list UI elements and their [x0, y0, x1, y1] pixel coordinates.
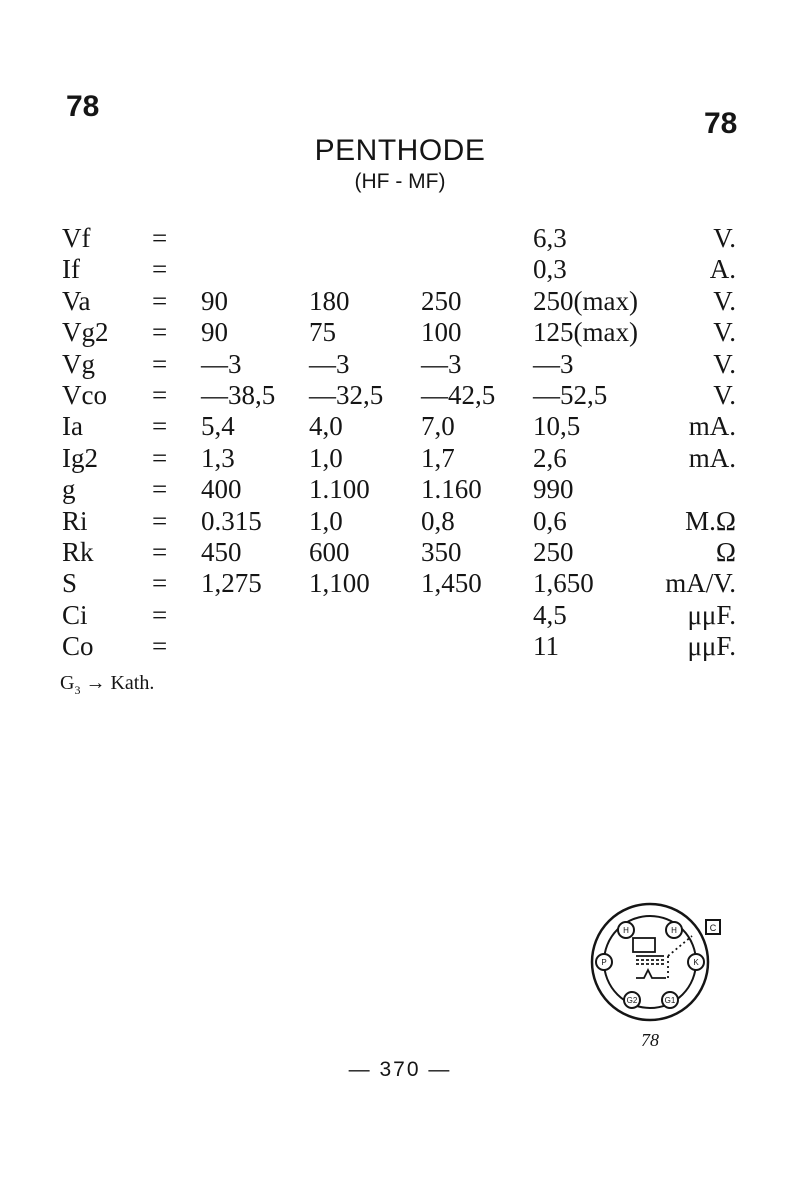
note-grid-subscript: 3	[74, 683, 81, 697]
note-text: Kath.	[110, 672, 155, 694]
tube-type-subtitle: (HF - MF)	[354, 170, 446, 193]
socket-pin-label: P	[601, 958, 607, 967]
param-unit: V.	[713, 348, 736, 379]
param-sym: Ri	[62, 505, 88, 536]
param-unit: V.	[713, 223, 736, 253]
param-v1: —3	[201, 348, 242, 379]
param-row	[0, 348, 800, 380]
param-v2: 75	[309, 317, 336, 348]
socket-pin-label: G1	[664, 996, 676, 1005]
param-eq: =	[152, 411, 168, 442]
param-v4: 1,650	[533, 568, 594, 599]
tube-type-title: PENTHODE	[314, 134, 486, 167]
param-eq: =	[152, 599, 168, 630]
param-row	[0, 285, 800, 317]
param-row	[0, 442, 800, 474]
param-unit: V.	[713, 380, 736, 410]
param-v3: 350	[421, 537, 462, 567]
param-eq: =	[152, 505, 168, 536]
param-sym: Rk	[62, 537, 94, 567]
page-number-right: 78	[704, 107, 738, 140]
param-unit: μμF.	[687, 599, 736, 630]
param-unit: μμF.	[687, 631, 736, 662]
param-row	[0, 379, 800, 411]
param-row	[0, 316, 800, 348]
param-eq: =	[152, 474, 168, 505]
param-eq: =	[152, 442, 168, 473]
param-v3: 100	[421, 317, 462, 348]
param-v4: 250	[533, 537, 574, 567]
param-v2: 1,100	[309, 568, 370, 599]
tube-electrodes-symbol	[633, 936, 692, 978]
param-v4: 10,5	[533, 411, 581, 442]
param-unit: mA.	[688, 411, 736, 442]
param-v2: 1.100	[309, 474, 370, 505]
param-v3: 7,0	[421, 411, 455, 442]
param-unit: V.	[713, 317, 736, 348]
param-sym: If	[62, 254, 80, 285]
page-footer: — 370 —	[348, 1058, 452, 1081]
param-v2: 1,0	[309, 442, 343, 473]
param-v4: 11	[533, 631, 559, 662]
param-v4: 250(max)	[533, 285, 638, 316]
param-eq: =	[152, 285, 168, 316]
socket-caption: 78	[641, 1030, 659, 1050]
param-eq: =	[152, 254, 168, 285]
param-sym: Vg	[62, 348, 95, 379]
param-v1: 450	[201, 537, 242, 567]
param-v4: 2,6	[533, 442, 567, 473]
param-v1: 90	[201, 317, 228, 348]
param-row	[0, 567, 800, 599]
param-v3: 0,8	[421, 505, 455, 536]
param-v3: 1,450	[421, 568, 482, 599]
param-v4: 990	[533, 474, 574, 505]
param-sym: g	[62, 474, 76, 505]
socket-diagram	[588, 900, 723, 1050]
param-v4: 0,3	[533, 254, 567, 285]
param-unit: M.Ω	[685, 505, 736, 536]
param-row	[0, 473, 800, 505]
socket-pin-label: H	[623, 926, 629, 935]
param-v4: 0,6	[533, 505, 567, 536]
top-cap-label: C	[709, 923, 717, 933]
param-v3: 1,7	[421, 442, 455, 473]
cathode-heater-icon	[636, 970, 666, 978]
param-eq: =	[152, 317, 168, 348]
param-v2: —3	[309, 348, 350, 379]
param-row	[0, 222, 800, 254]
param-row	[0, 410, 800, 442]
grid3-note	[60, 672, 154, 698]
param-unit: mA/V.	[665, 568, 736, 599]
param-v2: 1,0	[309, 505, 343, 536]
param-v3: 1.160	[421, 474, 482, 505]
param-eq: =	[152, 223, 168, 253]
param-sym: Ig2	[62, 442, 98, 473]
param-v4: 4,5	[533, 599, 567, 630]
param-row	[0, 536, 800, 568]
param-v1: 0.315	[201, 505, 262, 536]
param-unit: V.	[713, 285, 736, 316]
param-row	[0, 253, 800, 285]
arrow-right-icon: →	[85, 672, 106, 694]
param-sym: S	[62, 568, 78, 599]
wire-icon	[668, 936, 692, 956]
param-v1: 1,275	[201, 568, 262, 599]
param-v1: 1,3	[201, 442, 235, 473]
param-v1: 5,4	[201, 411, 235, 442]
note-grid-label: G	[60, 672, 75, 694]
param-v4: —52,5	[533, 380, 608, 410]
param-v1: 400	[201, 474, 242, 505]
page-number-left: 78	[66, 90, 100, 123]
param-eq: =	[152, 537, 168, 567]
param-eq: =	[152, 568, 168, 599]
param-sym: Va	[62, 285, 91, 316]
param-unit: mA.	[688, 442, 736, 473]
param-v4: 125(max)	[533, 317, 638, 348]
param-v1: 90	[201, 285, 228, 316]
param-v2: 180	[309, 285, 350, 316]
socket-pin-label: K	[693, 958, 699, 967]
param-sym: Co	[62, 631, 94, 662]
param-row	[0, 630, 800, 662]
param-sym: Vg2	[62, 317, 109, 348]
param-v1: —38,5	[201, 380, 276, 410]
param-eq: =	[152, 348, 168, 379]
param-sym: Ci	[62, 599, 88, 630]
param-sym: Ia	[62, 411, 83, 442]
param-v3: —42,5	[421, 380, 496, 410]
param-sym: Vf	[62, 223, 91, 253]
param-v3: 250	[421, 285, 462, 316]
param-v2: —32,5	[309, 380, 384, 410]
param-v2: 4,0	[309, 411, 343, 442]
param-row	[0, 505, 800, 537]
param-row	[0, 599, 800, 631]
socket-pin-label: G2	[626, 996, 638, 1005]
param-v3: —3	[421, 348, 462, 379]
param-v4: 6,3	[533, 223, 567, 253]
param-v4: —3	[533, 348, 574, 379]
anode-plate-icon	[633, 938, 655, 952]
socket-pin-label: H	[671, 926, 677, 935]
param-sym: Vco	[62, 380, 107, 410]
param-v2: 600	[309, 537, 350, 567]
param-unit: A.	[709, 254, 736, 285]
param-eq: =	[152, 380, 168, 410]
param-eq: =	[152, 631, 168, 662]
param-unit: Ω	[715, 537, 736, 567]
